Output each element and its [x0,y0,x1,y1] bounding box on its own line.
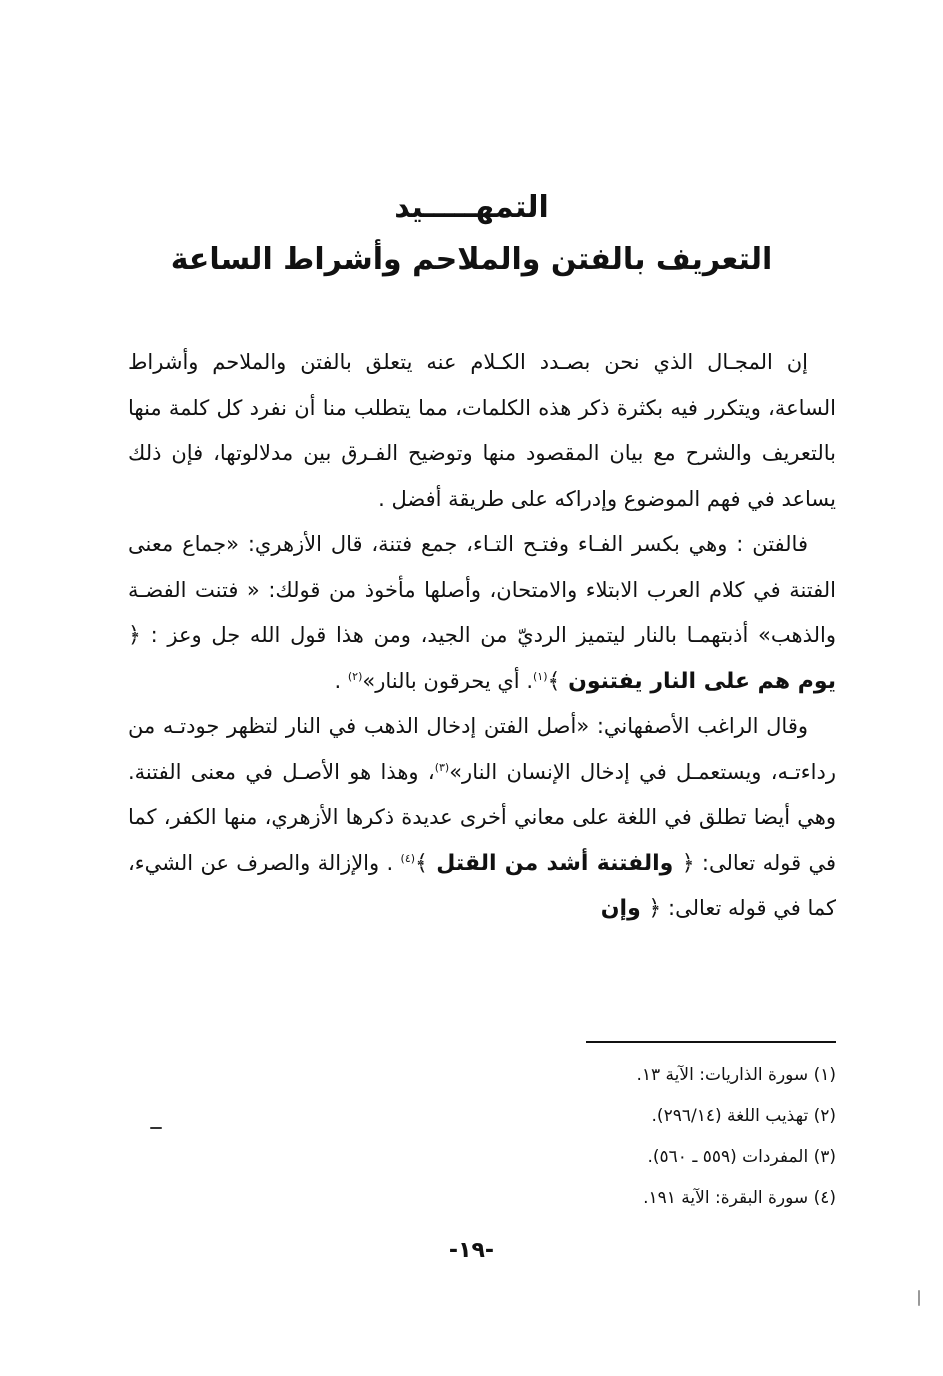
footnote-item: (٢) تهذيب اللغة (٢٩٦/١٤). [651,1106,836,1126]
verse-text: والفتنة أشد من القتل [427,850,682,876]
footnote-mark: (١) [533,669,548,683]
chapter-title: التمهـــــيد [394,190,549,225]
verse-bracket-open: ﴿ [681,850,695,876]
paragraph-fitan-definition [128,522,836,704]
footnote-item: (٤) سورة البقرة: الآية ١٩١. [643,1188,836,1208]
paragraph-intro: إن المجـال الذي نحن بصـدد الكـلام عنه يتعلق بالفتن والملاحم وأشراط الساعة، ويتكرر فيه بكثرة ذكر هذه الكلمات، مما يتطلب منا أن نفرد كل كلمة منها بالتعريف والشرح مع بيان المقصود منها وتوضيح الفـرق بين مدلالوتها، فإن ذلك يساعد في فهم الموضوع وإدراكه على طريقة أفضل . [128,350,836,511]
footnote-item: (١) سورة الذاريات: الآية ١٣. [636,1065,836,1085]
quran-verse [415,851,695,876]
footnote-item: (٣) المفردات (٥٥٩ ـ ٥٦٠). [647,1147,836,1167]
footnote-mark: (٤) [400,851,416,865]
verse-bracket-open: ﴿ [128,623,141,648]
paragraph-text: . أي يحرقون بالنار» [362,668,533,693]
verse-text: وإن [600,896,649,921]
page-number: -١٩- [448,1238,495,1263]
paragraph-text: ، وهذا هو الأصـل في معنى الفتنة. وهي أيضا تطلق في اللغة على معاني أخرى عديدة ذكرها الأزهري، منها الكفر، كما في قوله تعالى: [128,759,837,875]
footnote-mark: (٣) [434,760,450,774]
paragraph-text: فالفتن : وهي بكسر الفـاء وفتـح التـاء، جمع فتنة، قال الأزهري: «جماع معنى الفتنة في كلام العرب الابتلاء والامتحان، وأصلها مأخوذ من قولك: « فتنت الفضـة والذهب» أذبتهمـا بالنار ليتميز الرديّ من الجيد، ومن هذا قول الله جل وعز : [128,532,836,647]
verse-bracket-close: ﴾ [547,668,561,694]
verse-text: يوم هم على النار يفتنون [560,668,836,694]
chapter-subtitle: التعريف بالفتن والملاحم وأشراط الساعة [170,242,773,277]
footnote-mark: (٢) [347,669,363,683]
verse-bracket-close: ﴾ [415,850,428,876]
body-text [128,340,836,932]
verse-bracket-open: ﴿ [648,896,662,921]
footnotes [400,1055,836,1219]
paragraph-raghib-definition [128,704,836,932]
scan-speck [918,1290,920,1306]
paragraph-text: وقال الراغب الأصفهاني: «أصل الفتن إدخال الذهب في النار لتظهر جودتـه من رداءتـه، ويستعمـل في إدخال الإنسان النار» [128,714,837,784]
quran-verse-continued [601,896,662,921]
scan-speck [150,1127,162,1129]
paragraph-text: . [334,668,348,693]
footnote-separator [586,1041,836,1043]
paragraph-text: . والإزالة والصرف عن الشيء، كما في قوله تعالى: [128,850,836,920]
